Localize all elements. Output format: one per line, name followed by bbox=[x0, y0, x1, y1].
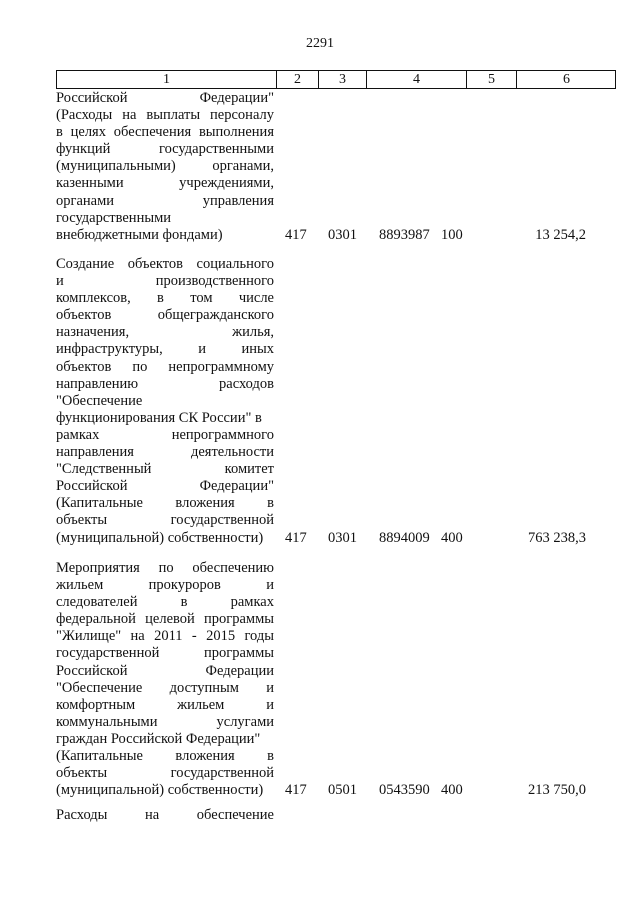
expense-type-code: 400 bbox=[441, 782, 463, 798]
row-description bbox=[56, 256, 274, 547]
description-line: (муниципальными) органами, bbox=[56, 158, 274, 175]
description-line: граждан Российской Федерации" bbox=[56, 730, 261, 747]
description-line: в целях обеспечения выполнения bbox=[56, 124, 274, 141]
description-line: внебюджетными фондами) bbox=[56, 226, 223, 243]
description-line: следователей в рамках bbox=[56, 594, 274, 611]
description-line: "Жилище" на 2011 - 2015 годы bbox=[56, 628, 274, 645]
description-line: "Обеспечение bbox=[56, 392, 143, 409]
ministry-code: 417 bbox=[285, 227, 307, 243]
description-line: направлению расходов bbox=[56, 375, 274, 392]
column-header-4: 4 bbox=[367, 71, 467, 88]
description-line: рамках непрограммного bbox=[56, 426, 274, 443]
description-line: (Капитальные вложения в bbox=[56, 748, 274, 765]
description-line: объектов по непрограммному bbox=[56, 358, 274, 375]
column-header-1: 1 bbox=[57, 71, 277, 88]
row-values bbox=[56, 782, 616, 799]
description-line: федеральной целевой программы bbox=[56, 611, 274, 628]
description-line: функционирования СК России" в bbox=[56, 409, 262, 426]
ministry-code: 417 bbox=[285, 782, 307, 798]
section-code: 0301 bbox=[328, 530, 357, 546]
description-line: Российской Федерации" bbox=[56, 90, 274, 106]
description-line: объектов общегражданского bbox=[56, 307, 274, 324]
target-article-code: 8894009 bbox=[379, 530, 430, 546]
target-article-code: 0543590 bbox=[379, 782, 430, 798]
description-line: инфраструктуры, и иных bbox=[56, 341, 274, 358]
column-header-6: 6 bbox=[563, 72, 570, 87]
description-line: функций государственными bbox=[56, 141, 274, 158]
description-line: Мероприятия по обеспечению bbox=[56, 560, 274, 576]
description-line: "Обеспечение доступным и bbox=[56, 679, 274, 696]
description-line: "Следственный комитет bbox=[56, 461, 274, 478]
description-line: и производственного bbox=[56, 273, 274, 290]
description-line: Создание объектов социального bbox=[56, 256, 274, 272]
description-line: комплексов, в том числе bbox=[56, 290, 274, 307]
description-line: (Капитальные вложения в bbox=[56, 495, 274, 512]
description-line: казенными учреждениями, bbox=[56, 175, 274, 192]
amount-value: 763 238,3 bbox=[528, 530, 586, 546]
target-article-code: 8893987 bbox=[379, 227, 430, 243]
description-line: назначения, жилья, bbox=[56, 324, 274, 341]
amount-value: 213 750,0 bbox=[528, 782, 586, 798]
expense-type-code: 100 bbox=[441, 227, 463, 243]
column-header-2: 2 bbox=[277, 71, 319, 88]
row-values bbox=[56, 530, 616, 547]
description-line: комфортным жильем и bbox=[56, 696, 274, 713]
page-number: 2291 bbox=[306, 36, 334, 51]
description-line: органами управления bbox=[56, 192, 274, 209]
section-code: 0301 bbox=[328, 227, 357, 243]
description-line: направления деятельности bbox=[56, 444, 274, 461]
description-line: жильем прокуроров и bbox=[56, 577, 274, 594]
ministry-code: 417 bbox=[285, 530, 307, 546]
description-line: государственной программы bbox=[56, 645, 274, 662]
description-line: Российской Федерации bbox=[56, 662, 274, 679]
description-line: (муниципальной) собственности) bbox=[56, 529, 264, 546]
description-line: коммунальными услугами bbox=[56, 713, 274, 730]
expense-type-code: 400 bbox=[441, 530, 463, 546]
table-header bbox=[56, 70, 616, 89]
description-line: (Расходы на выплаты персоналу bbox=[56, 107, 274, 124]
row-description bbox=[56, 90, 274, 244]
description-line: государственными bbox=[56, 209, 172, 226]
row-values bbox=[56, 227, 616, 244]
row-description bbox=[56, 560, 274, 799]
column-header-3: 3 bbox=[319, 71, 367, 88]
description-line: (муниципальной) собственности) bbox=[56, 782, 264, 799]
row-description bbox=[56, 807, 274, 824]
description-line: объекты государственной bbox=[56, 512, 274, 529]
section-code: 0501 bbox=[328, 782, 357, 798]
amount-value: 13 254,2 bbox=[535, 227, 586, 243]
column-header-5: 5 bbox=[467, 71, 517, 88]
description-line: Расходы на обеспечение bbox=[56, 807, 274, 823]
description-line: объекты государственной bbox=[56, 765, 274, 782]
description-line: Российской Федерации" bbox=[56, 478, 274, 495]
